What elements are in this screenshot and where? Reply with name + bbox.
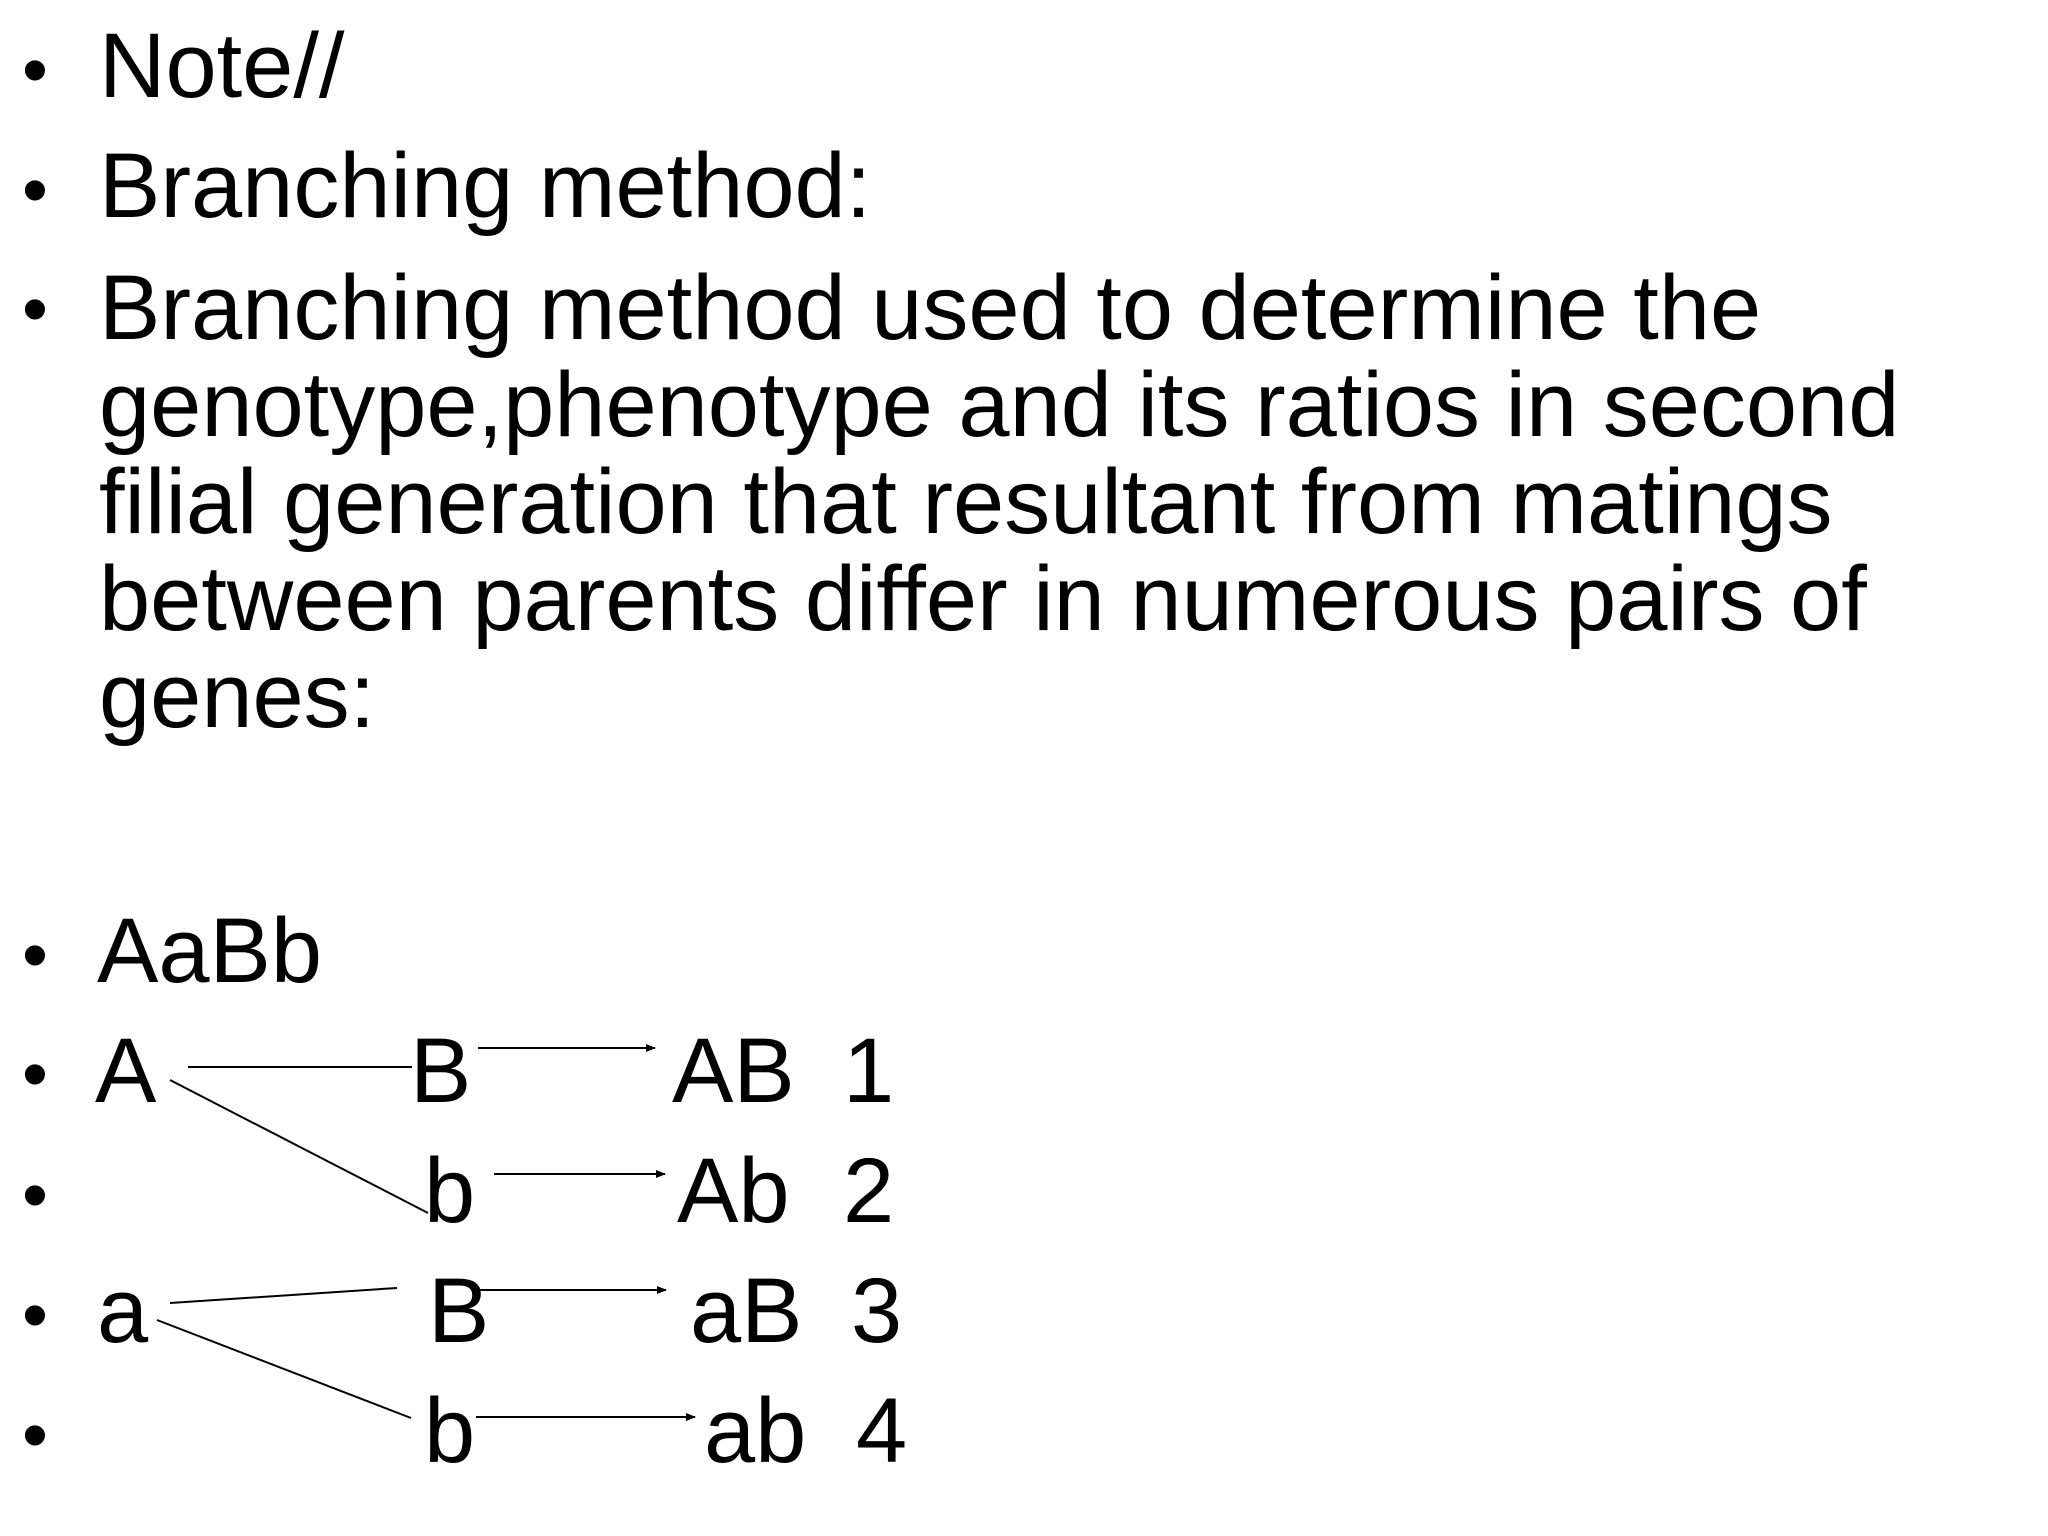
branch-line-a-b (157, 1320, 411, 1418)
bullet-marker: • (22, 1273, 48, 1356)
bullet-marker: • (22, 913, 48, 996)
paragraph-line: filial generation that resultant from matings (99, 451, 1833, 553)
allele-A: A (95, 1020, 157, 1122)
bullet-marker: • (22, 1393, 48, 1476)
heading-text: Branching method: (99, 135, 872, 237)
row1-second-allele: B (410, 1020, 472, 1122)
row3-number: 3 (851, 1260, 903, 1362)
paragraph-line: between parents differ in numerous pairs of (99, 548, 1867, 650)
bullet-marker: • (22, 1153, 48, 1236)
note-text: Note// (99, 15, 345, 117)
paragraph-line: genes: (99, 645, 376, 747)
row1-result: AB (672, 1020, 795, 1122)
row4-second-allele: b (424, 1380, 476, 1482)
bullet-marker: • (22, 267, 48, 350)
row2-result: Ab (677, 1140, 790, 1242)
row3-result: aB (690, 1260, 803, 1362)
bullet-marker: • (22, 148, 48, 231)
row2-second-allele: b (424, 1140, 476, 1242)
paragraph-line: Branching method used to determine the (99, 257, 1762, 359)
row3-second-allele: B (428, 1260, 490, 1362)
row4-number: 4 (856, 1380, 908, 1482)
cross-text: AaBb (97, 900, 323, 1002)
paragraph-line: genotype,phenotype and its ratios in second (99, 354, 1900, 456)
row2-number: 2 (843, 1140, 895, 1242)
branch-line-A-b (170, 1080, 428, 1213)
branch-line-a-B (170, 1288, 397, 1303)
bullet-marker: • (22, 1032, 48, 1115)
row1-number: 1 (843, 1020, 895, 1122)
row4-result: ab (704, 1380, 807, 1482)
allele-a: a (97, 1260, 149, 1362)
bullet-marker: • (22, 28, 48, 111)
